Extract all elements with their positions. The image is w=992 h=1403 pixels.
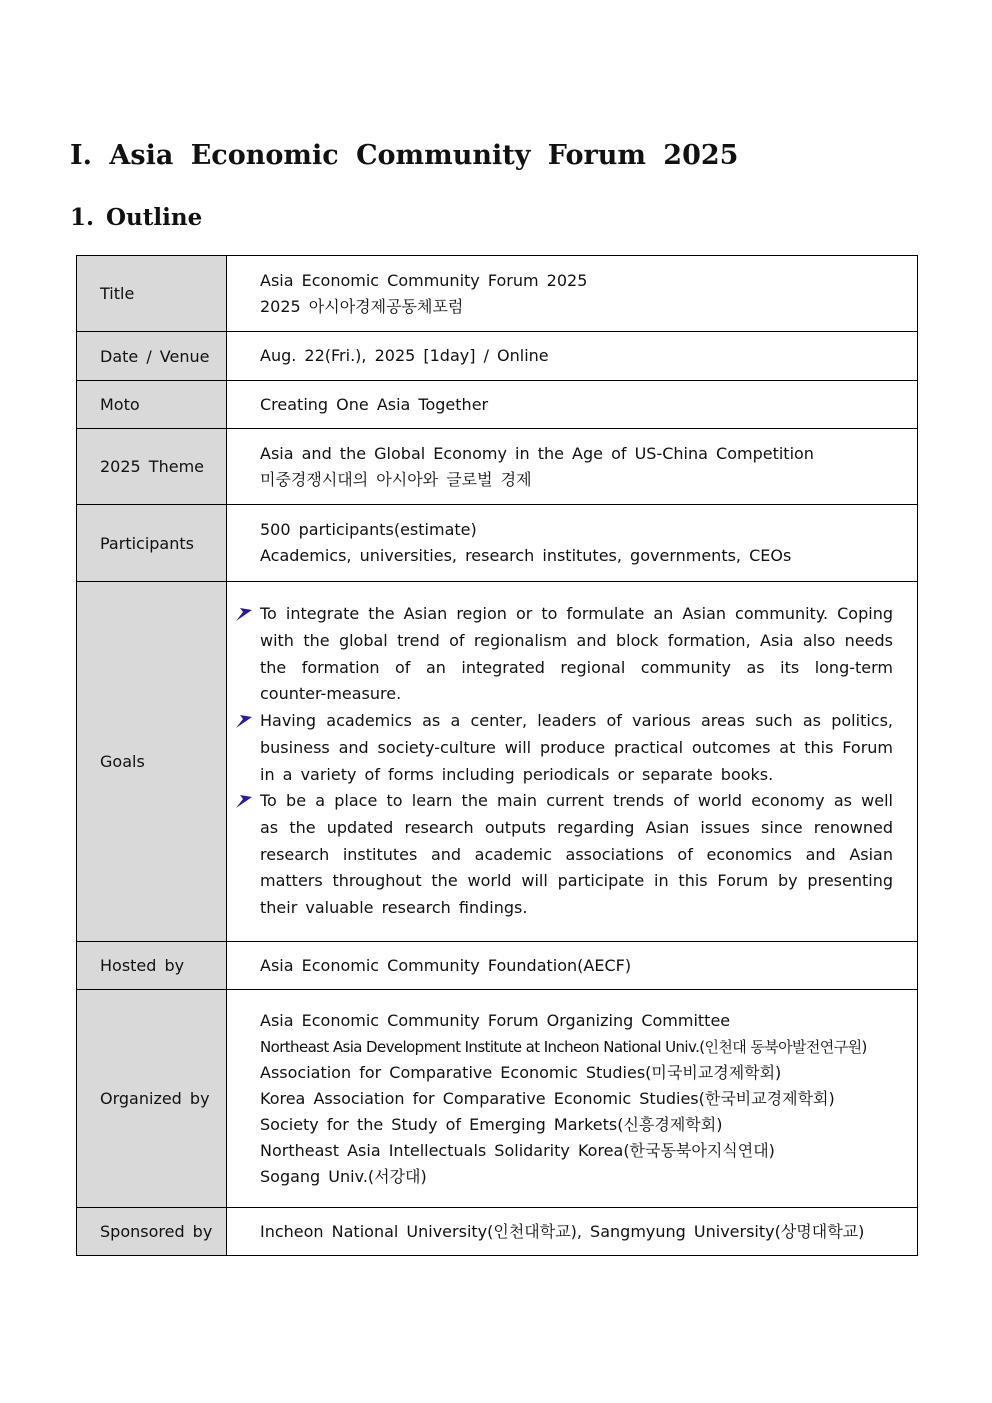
goals-list [260, 601, 893, 921]
organizer-line: Sogang Univ.(서강대) [260, 1166, 427, 1186]
moto-value: Creating One Asia Together [227, 381, 918, 429]
date-venue-value: Aug. 22(Fri.), 2025 [1day] / Online [227, 332, 918, 381]
row-label: Date / Venue [77, 332, 227, 381]
hosted-by-value: Asia Economic Community Foundation(AECF) [227, 942, 918, 990]
row-label: Hosted by [77, 942, 227, 990]
row-label: Participants [77, 505, 227, 582]
list-item [260, 708, 893, 788]
row-label: Sponsored by [77, 1208, 227, 1256]
arrow-bullet-icon [235, 793, 253, 809]
goal-text: Having academics as a center, leaders of various areas such as politics, business and society-culture will produce practical outcomes at this Forum in a variety of forms including periodicals or separate books. [260, 711, 893, 784]
participants-count: 500 participants(estimate) [260, 520, 477, 539]
goals-value [227, 582, 918, 942]
table-row-moto [77, 381, 918, 429]
goal-text: To be a place to learn the main current trends of world economy as well as the updated research outputs regarding Asian issues since renowned research institutes and academic associations of economics and Asian matters throughout the world will participate in this Forum by presenting their valuable research findings. [260, 791, 893, 918]
title-value [227, 256, 918, 332]
participants-types: Academics, universities, research institutes, governments, CEOs [260, 546, 792, 565]
organized-by-value [227, 990, 918, 1208]
organizer-line: Northeast Asia Development Institute at Incheon National Univ.(인천대 동북아발전연구원) [260, 1037, 867, 1056]
theme-english: Asia and the Global Economy in the Age of US-China Competition [260, 443, 814, 463]
organizer-line: Korea Association for Comparative Economic Studies(한국비교경제학회) [260, 1088, 835, 1108]
row-label: Title [77, 256, 227, 332]
section-title: 1. Outline [70, 204, 203, 231]
arrow-bullet-icon [235, 606, 253, 622]
outline-table [76, 255, 918, 1256]
table-row-hosted-by [77, 942, 918, 990]
sponsored-by-value: Incheon National University(인천대학교), Sangmyung University(상명대학교) [227, 1208, 918, 1256]
table-row-theme [77, 429, 918, 505]
table-row-goals [77, 582, 918, 942]
row-label: Organized by [77, 990, 227, 1208]
goal-text: To integrate the Asian region or to formulate an Asian community. Coping with the global trend of regionalism and block formation, Asia also needs the formation of an integrated regional community as its long-term counter-measure. [260, 604, 893, 704]
table-row-title [77, 256, 918, 332]
participants-value [227, 505, 918, 582]
title-korean: 2025 아시아경제공동체포럼 [260, 296, 464, 316]
table-row-participants [77, 505, 918, 582]
organizer-line: Society for the Study of Emerging Markets(신흥경제학회) [260, 1114, 723, 1134]
title-english: Asia Economic Community Forum 2025 [260, 270, 588, 290]
theme-korean: 미중경쟁시대의 아시아와 글로벌 경제 [260, 469, 532, 489]
arrow-bullet-icon [235, 713, 253, 729]
organizer-line: Northeast Asia Intellectuals Solidarity Korea(한국동북아지식연대) [260, 1140, 775, 1160]
organizer-line: Association for Comparative Economic Studies(미국비교경제학회) [260, 1062, 782, 1082]
row-label: 2025 Theme [77, 429, 227, 505]
organizer-line: Asia Economic Community Forum Organizing Committee [260, 1010, 731, 1030]
document-title: I. Asia Economic Community Forum 2025 [70, 140, 739, 171]
list-item [260, 788, 893, 922]
row-label: Goals [77, 582, 227, 942]
row-label: Moto [77, 381, 227, 429]
list-item [260, 601, 893, 708]
table-row-organized-by [77, 990, 918, 1208]
theme-value [227, 429, 918, 505]
table-row-sponsored-by [77, 1208, 918, 1256]
table-row-date-venue [77, 332, 918, 381]
